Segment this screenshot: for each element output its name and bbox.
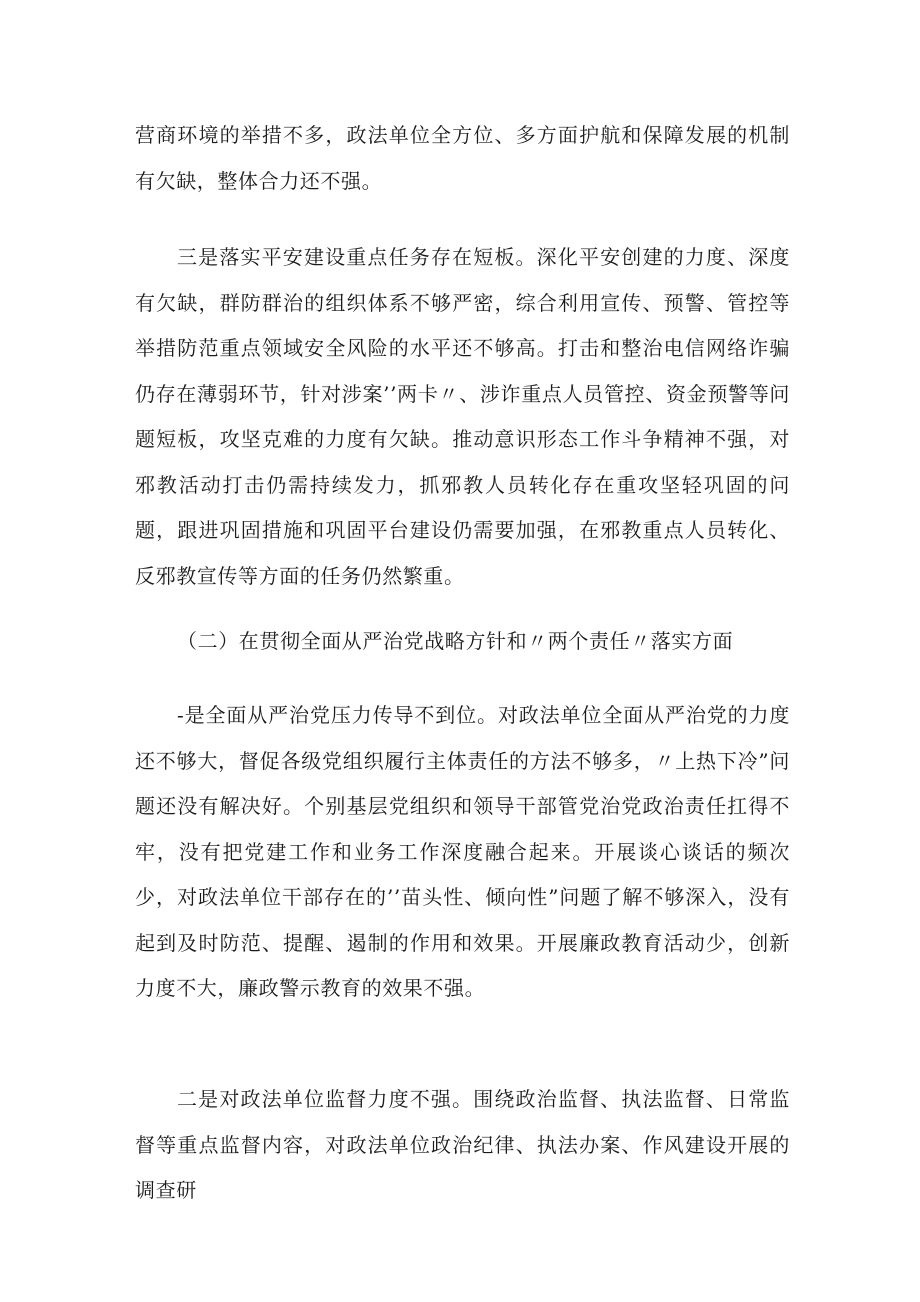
paragraph-supervision: 二是对政法单位监督力度不强。围绕政治监督、执法监督、日常监督等重点监督内容，对政法单位政治纪律、执法办案、作风建设开展的调查研 (135, 1087, 790, 1202)
paragraph-safety-construction: 三是落实平安建设重点任务存在短板。深化平安创建的力度、深度有欠缺，群防群治的组织体系不够严密，综合利用宣传、预警、管控等举措防范重点领域安全风险的水平还不够高。打击和整治电信网络诈骗仍存在薄弱环节，针对涉案’’两卡〃、涉诈重点人员管控、资金预警等问题短板，攻坚克难的力度有欠缺。推动意识形态工作斗争精神不强，对邪教活动打击仍需持续发力，抓邪教人员转化存在重攻坚轻巩固的问题，跟进巩固措施和巩固平台建设仍需要加强，在邪教重点人员转化、反邪教宣传等方面的任务仍然繁重。 (135, 245, 790, 588)
section-heading: （二）在贯彻全面从严治党战略方针和〃两个责任〃落实方面 (177, 629, 734, 653)
paragraph-business-environment: 营商环境的举措不多，政法单位全方位、多方面护航和保障发展的机制有欠缺，整体合力还不强。 (135, 123, 790, 193)
paragraph-party-governance: -是全面从严治党压力传导不到位。对政法单位全面从严治党的力度还不够大，督促各级党组织履行主体责任的方法不够多，〃上热下冷”问题还没有解决好。个别基层党组织和领导干部管党治党政治责任扛得不牢，没有把党建工作和业务工作深度融合起来。开展谈心谈话的频次少，对政法单位干部存在的’’苗头性、倾向性”问题了解不够深入，没有起到及时防范、提醒、遏制的作用和效果。开展廉政教育活动少，创新力度不大，廉政警示教育的效果不强。 (135, 703, 790, 1000)
